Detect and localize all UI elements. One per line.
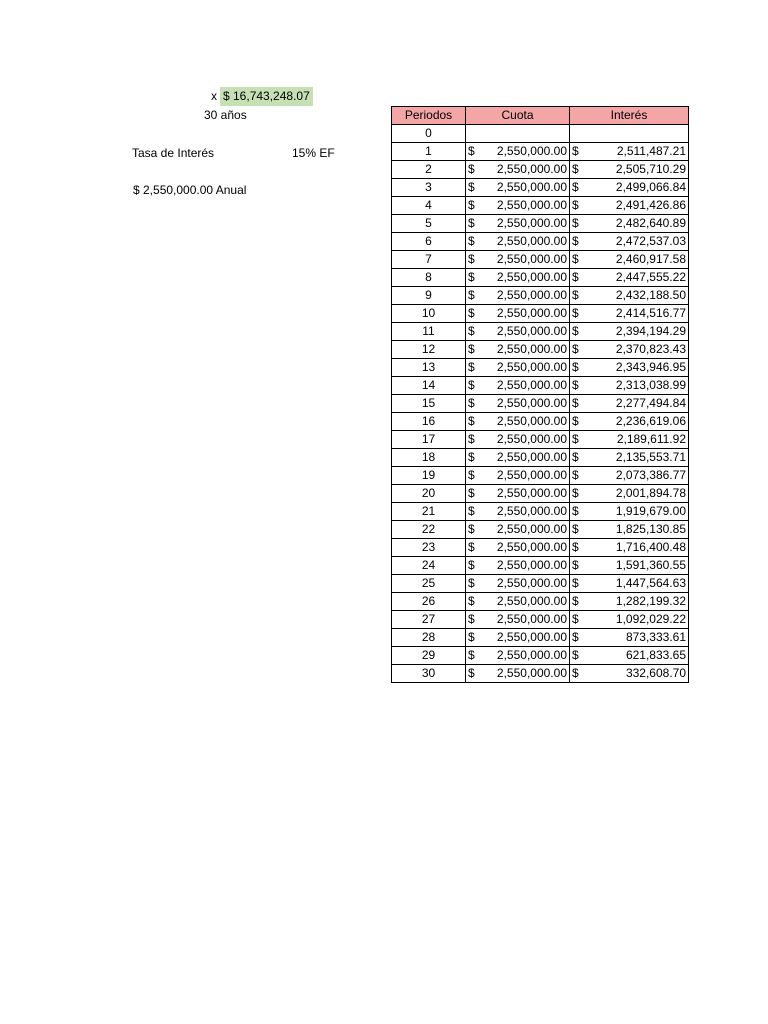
periodo-cell: 28 bbox=[392, 629, 466, 647]
interest-rate-label: Tasa de Interés bbox=[132, 146, 215, 160]
currency-symbol: $ bbox=[468, 396, 475, 410]
cuota-amount: 2,550,000.00 bbox=[496, 540, 567, 554]
periodo-cell: 8 bbox=[392, 269, 466, 287]
cuota-cell bbox=[466, 629, 570, 647]
cuota-amount: 2,550,000.00 bbox=[496, 486, 567, 500]
cuota-cell bbox=[466, 611, 570, 629]
cuota-amount: 2,550,000.00 bbox=[496, 162, 567, 176]
interes-cell bbox=[570, 485, 689, 503]
table-row bbox=[392, 503, 689, 521]
cuota-cell bbox=[466, 179, 570, 197]
currency-symbol: $ bbox=[572, 468, 579, 482]
interes-cell bbox=[570, 215, 689, 233]
currency-symbol: $ bbox=[572, 324, 579, 338]
periodo-cell: 10 bbox=[392, 305, 466, 323]
interes-cell bbox=[570, 521, 689, 539]
interes-amount: 1,282,199.32 bbox=[615, 594, 686, 608]
currency-symbol: $ bbox=[572, 414, 579, 428]
interes-cell bbox=[570, 611, 689, 629]
interes-cell bbox=[570, 539, 689, 557]
interes-cell bbox=[570, 305, 689, 323]
cuota-amount: 2,550,000.00 bbox=[496, 612, 567, 626]
cuota-cell bbox=[466, 521, 570, 539]
currency-symbol: $ bbox=[572, 612, 579, 626]
cuota-amount: 2,550,000.00 bbox=[496, 630, 567, 644]
currency-symbol: $ bbox=[468, 324, 475, 338]
periodo-cell: 13 bbox=[392, 359, 466, 377]
cuota-cell bbox=[466, 485, 570, 503]
interes-amount: 2,236,619.06 bbox=[615, 414, 686, 428]
interes-amount: 2,370,823.43 bbox=[615, 342, 686, 356]
cuota-cell bbox=[466, 395, 570, 413]
header-periodos: Periodos bbox=[392, 107, 466, 125]
cuota-cell bbox=[466, 305, 570, 323]
cuota-cell bbox=[466, 287, 570, 305]
cuota-cell bbox=[466, 233, 570, 251]
periodo-cell: 21 bbox=[392, 503, 466, 521]
interes-amount: 2,472,537.03 bbox=[615, 234, 686, 248]
header-interes: Interés bbox=[570, 107, 689, 125]
cuota-amount: 2,550,000.00 bbox=[496, 522, 567, 536]
interest-rate-value: 15% EF bbox=[292, 146, 335, 160]
cuota-cell bbox=[466, 593, 570, 611]
table-row bbox=[392, 629, 689, 647]
interes-cell bbox=[570, 593, 689, 611]
cuota-cell bbox=[466, 143, 570, 161]
periodo-cell: 29 bbox=[392, 647, 466, 665]
interes-amount: 2,447,555.22 bbox=[615, 270, 686, 284]
interes-cell bbox=[570, 341, 689, 359]
currency-symbol: $ bbox=[468, 198, 475, 212]
cuota-cell bbox=[466, 449, 570, 467]
cuota-amount: 2,550,000.00 bbox=[496, 216, 567, 230]
cuota-cell bbox=[466, 197, 570, 215]
cuota-amount: 2,550,000.00 bbox=[496, 360, 567, 374]
currency-symbol: $ bbox=[572, 198, 579, 212]
interes-cell bbox=[570, 413, 689, 431]
table-row bbox=[392, 593, 689, 611]
currency-symbol: $ bbox=[468, 432, 475, 446]
table-row bbox=[392, 215, 689, 233]
currency-symbol: $ bbox=[572, 378, 579, 392]
table-header-row bbox=[392, 107, 689, 125]
cuota-cell bbox=[466, 215, 570, 233]
interes-cell bbox=[570, 161, 689, 179]
interes-amount: 2,277,494.84 bbox=[615, 396, 686, 410]
periodo-cell: 4 bbox=[392, 197, 466, 215]
interes-cell bbox=[570, 665, 689, 683]
periodo-cell: 23 bbox=[392, 539, 466, 557]
periodo-cell: 0 bbox=[392, 125, 466, 143]
periodo-cell: 5 bbox=[392, 215, 466, 233]
currency-symbol: $ bbox=[468, 216, 475, 230]
interes-cell bbox=[570, 431, 689, 449]
table-row bbox=[392, 485, 689, 503]
currency-symbol: $ bbox=[468, 504, 475, 518]
periodo-cell: 30 bbox=[392, 665, 466, 683]
interes-amount: 873,333.61 bbox=[625, 630, 686, 644]
interes-amount: 2,189,611.92 bbox=[616, 432, 686, 446]
interes-amount: 332,608.70 bbox=[625, 666, 686, 680]
currency-symbol: $ bbox=[572, 486, 579, 500]
currency-symbol: $ bbox=[572, 234, 579, 248]
table-row bbox=[392, 431, 689, 449]
interes-cell bbox=[570, 395, 689, 413]
currency-symbol: $ bbox=[572, 270, 579, 284]
periodo-cell: 22 bbox=[392, 521, 466, 539]
table-row bbox=[392, 575, 689, 593]
table-row bbox=[392, 269, 689, 287]
interes-amount: 621,833.65 bbox=[625, 648, 686, 662]
cuota-amount: 2,550,000.00 bbox=[496, 666, 567, 680]
cuota-amount: 2,550,000.00 bbox=[496, 144, 567, 158]
currency-symbol: $ bbox=[468, 414, 475, 428]
periodo-cell: 17 bbox=[392, 431, 466, 449]
cuota-cell bbox=[466, 323, 570, 341]
cuota-cell bbox=[466, 431, 570, 449]
table-row bbox=[392, 251, 689, 269]
interes-cell bbox=[570, 125, 689, 143]
currency-symbol: $ bbox=[572, 558, 579, 572]
currency-symbol: $ bbox=[468, 378, 475, 392]
cuota-amount: 2,550,000.00 bbox=[496, 594, 567, 608]
interes-amount: 1,092,029.22 bbox=[615, 612, 686, 626]
currency-symbol: $ bbox=[572, 522, 579, 536]
interes-amount: 2,343,946.95 bbox=[615, 360, 686, 374]
cuota-amount: 2,550,000.00 bbox=[496, 468, 567, 482]
annual-payment: $ 2,550,000.00 Anual bbox=[133, 183, 247, 197]
table-row bbox=[392, 287, 689, 305]
x-marker: x bbox=[211, 89, 217, 103]
currency-symbol: $ bbox=[468, 540, 475, 554]
cuota-cell bbox=[466, 647, 570, 665]
currency-symbol: $ bbox=[468, 522, 475, 536]
currency-symbol: $ bbox=[572, 576, 579, 590]
table-row bbox=[392, 359, 689, 377]
currency-symbol: $ bbox=[572, 144, 579, 158]
interes-cell bbox=[570, 197, 689, 215]
header-cuota: Cuota bbox=[466, 107, 570, 125]
currency-symbol: $ bbox=[572, 342, 579, 356]
currency-symbol: $ bbox=[468, 450, 475, 464]
currency-symbol: $ bbox=[468, 486, 475, 500]
cuota-cell bbox=[466, 359, 570, 377]
periodo-cell: 27 bbox=[392, 611, 466, 629]
interes-amount: 2,511,487.21 bbox=[616, 144, 686, 158]
currency-symbol: $ bbox=[468, 576, 475, 590]
cuota-cell bbox=[466, 557, 570, 575]
currency-symbol: $ bbox=[468, 252, 475, 266]
cuota-cell bbox=[466, 539, 570, 557]
years-label: 30 años bbox=[204, 108, 247, 122]
cuota-amount: 2,550,000.00 bbox=[496, 432, 567, 446]
interes-amount: 2,432,188.50 bbox=[615, 288, 686, 302]
interes-amount: 2,482,640.89 bbox=[615, 216, 686, 230]
interes-cell bbox=[570, 503, 689, 521]
cuota-amount: 2,550,000.00 bbox=[496, 198, 567, 212]
interes-cell bbox=[570, 179, 689, 197]
cuota-cell bbox=[466, 503, 570, 521]
currency-symbol: $ bbox=[572, 306, 579, 320]
cuota-cell bbox=[466, 575, 570, 593]
cuota-amount: 2,550,000.00 bbox=[496, 396, 567, 410]
currency-symbol: $ bbox=[572, 252, 579, 266]
table-row bbox=[392, 161, 689, 179]
interes-amount: 2,001,894.78 bbox=[615, 486, 686, 500]
currency-symbol: $ bbox=[468, 360, 475, 374]
periodo-cell: 12 bbox=[392, 341, 466, 359]
interes-amount: 1,447,564.63 bbox=[615, 576, 686, 590]
interes-cell bbox=[570, 467, 689, 485]
present-value-cell: $ 16,743,248.07 bbox=[220, 87, 313, 106]
periodo-cell: 7 bbox=[392, 251, 466, 269]
currency-symbol: $ bbox=[572, 594, 579, 608]
periodo-cell: 9 bbox=[392, 287, 466, 305]
currency-symbol: $ bbox=[468, 270, 475, 284]
periodo-cell: 3 bbox=[392, 179, 466, 197]
currency-symbol: $ bbox=[572, 360, 579, 374]
periodo-cell: 18 bbox=[392, 449, 466, 467]
cuota-cell bbox=[466, 125, 570, 143]
table-row bbox=[392, 395, 689, 413]
interes-cell bbox=[570, 323, 689, 341]
cuota-cell bbox=[466, 467, 570, 485]
currency-symbol: $ bbox=[468, 558, 475, 572]
currency-symbol: $ bbox=[468, 612, 475, 626]
cuota-amount: 2,550,000.00 bbox=[496, 342, 567, 356]
cuota-amount: 2,550,000.00 bbox=[496, 648, 567, 662]
periodo-cell: 11 bbox=[392, 323, 466, 341]
periodo-cell: 15 bbox=[392, 395, 466, 413]
interes-amount: 2,499,066.84 bbox=[615, 180, 686, 194]
periodo-cell: 26 bbox=[392, 593, 466, 611]
table-row bbox=[392, 341, 689, 359]
cuota-amount: 2,550,000.00 bbox=[496, 378, 567, 392]
table-row bbox=[392, 467, 689, 485]
table-row bbox=[392, 143, 689, 161]
periodo-cell: 1 bbox=[392, 143, 466, 161]
cuota-cell bbox=[466, 161, 570, 179]
table-row bbox=[392, 449, 689, 467]
cuota-amount: 2,550,000.00 bbox=[496, 450, 567, 464]
table-row bbox=[392, 305, 689, 323]
interes-amount: 2,414,516.77 bbox=[615, 306, 686, 320]
table-row bbox=[392, 323, 689, 341]
cuota-amount: 2,550,000.00 bbox=[496, 576, 567, 590]
currency-symbol: $ bbox=[572, 666, 579, 680]
currency-symbol: $ bbox=[468, 180, 475, 194]
interes-cell bbox=[570, 377, 689, 395]
table-row bbox=[392, 125, 689, 143]
cuota-amount: 2,550,000.00 bbox=[496, 288, 567, 302]
cuota-cell bbox=[466, 269, 570, 287]
cuota-cell bbox=[466, 665, 570, 683]
cuota-cell bbox=[466, 413, 570, 431]
interes-cell bbox=[570, 449, 689, 467]
currency-symbol: $ bbox=[572, 216, 579, 230]
currency-symbol: $ bbox=[468, 594, 475, 608]
currency-symbol: $ bbox=[468, 468, 475, 482]
currency-symbol: $ bbox=[572, 540, 579, 554]
interes-amount: 2,394,194.29 bbox=[615, 324, 686, 338]
table-row bbox=[392, 647, 689, 665]
cuota-amount: 2,550,000.00 bbox=[496, 252, 567, 266]
cuota-amount: 2,550,000.00 bbox=[496, 234, 567, 248]
currency-symbol: $ bbox=[572, 162, 579, 176]
interes-cell bbox=[570, 647, 689, 665]
table-row bbox=[392, 539, 689, 557]
table-row bbox=[392, 179, 689, 197]
cuota-cell bbox=[466, 251, 570, 269]
currency-symbol: $ bbox=[572, 180, 579, 194]
cuota-amount: 2,550,000.00 bbox=[496, 180, 567, 194]
currency-symbol: $ bbox=[572, 630, 579, 644]
currency-symbol: $ bbox=[572, 504, 579, 518]
currency-symbol: $ bbox=[572, 432, 579, 446]
periodo-cell: 16 bbox=[392, 413, 466, 431]
table-body bbox=[392, 125, 689, 683]
interes-amount: 2,460,917.58 bbox=[615, 252, 686, 266]
currency-symbol: $ bbox=[468, 144, 475, 158]
cuota-amount: 2,550,000.00 bbox=[496, 504, 567, 518]
currency-symbol: $ bbox=[468, 666, 475, 680]
currency-symbol: $ bbox=[468, 342, 475, 356]
interes-cell bbox=[570, 629, 689, 647]
cuota-amount: 2,550,000.00 bbox=[496, 270, 567, 284]
interes-amount: 1,716,400.48 bbox=[615, 540, 686, 554]
table-row bbox=[392, 413, 689, 431]
currency-symbol: $ bbox=[468, 630, 475, 644]
periodo-cell: 6 bbox=[392, 233, 466, 251]
currency-symbol: $ bbox=[468, 234, 475, 248]
interes-cell bbox=[570, 233, 689, 251]
periodo-cell: 2 bbox=[392, 161, 466, 179]
cuota-amount: 2,550,000.00 bbox=[496, 414, 567, 428]
table-row bbox=[392, 557, 689, 575]
cuota-cell bbox=[466, 377, 570, 395]
interes-cell bbox=[570, 251, 689, 269]
currency-symbol: $ bbox=[572, 396, 579, 410]
interes-amount: 2,491,426.86 bbox=[615, 198, 686, 212]
table-row bbox=[392, 233, 689, 251]
currency-symbol: $ bbox=[572, 648, 579, 662]
currency-symbol: $ bbox=[468, 162, 475, 176]
table-row bbox=[392, 665, 689, 683]
interes-amount: 1,919,679.00 bbox=[615, 504, 686, 518]
table-row bbox=[392, 611, 689, 629]
periodo-cell: 14 bbox=[392, 377, 466, 395]
table-row bbox=[392, 521, 689, 539]
interes-amount: 2,135,553.71 bbox=[615, 450, 686, 464]
table-row bbox=[392, 197, 689, 215]
amortization-table bbox=[391, 106, 689, 683]
table-row bbox=[392, 377, 689, 395]
interes-amount: 1,591,360.55 bbox=[615, 558, 686, 572]
cuota-cell bbox=[466, 341, 570, 359]
currency-symbol: $ bbox=[468, 306, 475, 320]
interes-cell bbox=[570, 557, 689, 575]
cuota-amount: 2,550,000.00 bbox=[496, 306, 567, 320]
periodo-cell: 25 bbox=[392, 575, 466, 593]
periodo-cell: 24 bbox=[392, 557, 466, 575]
interes-cell bbox=[570, 269, 689, 287]
interes-amount: 2,505,710.29 bbox=[615, 162, 686, 176]
interes-amount: 2,073,386.77 bbox=[615, 468, 686, 482]
interes-cell bbox=[570, 359, 689, 377]
cuota-amount: 2,550,000.00 bbox=[496, 324, 567, 338]
currency-symbol: $ bbox=[468, 288, 475, 302]
interes-cell bbox=[570, 575, 689, 593]
currency-symbol: $ bbox=[572, 450, 579, 464]
periodo-cell: 19 bbox=[392, 467, 466, 485]
periodo-cell: 20 bbox=[392, 485, 466, 503]
currency-symbol: $ bbox=[468, 648, 475, 662]
interes-amount: 1,825,130.85 bbox=[615, 522, 686, 536]
interes-cell bbox=[570, 143, 689, 161]
interes-amount: 2,313,038.99 bbox=[615, 378, 686, 392]
cuota-amount: 2,550,000.00 bbox=[496, 558, 567, 572]
currency-symbol: $ bbox=[572, 288, 579, 302]
interes-cell bbox=[570, 287, 689, 305]
